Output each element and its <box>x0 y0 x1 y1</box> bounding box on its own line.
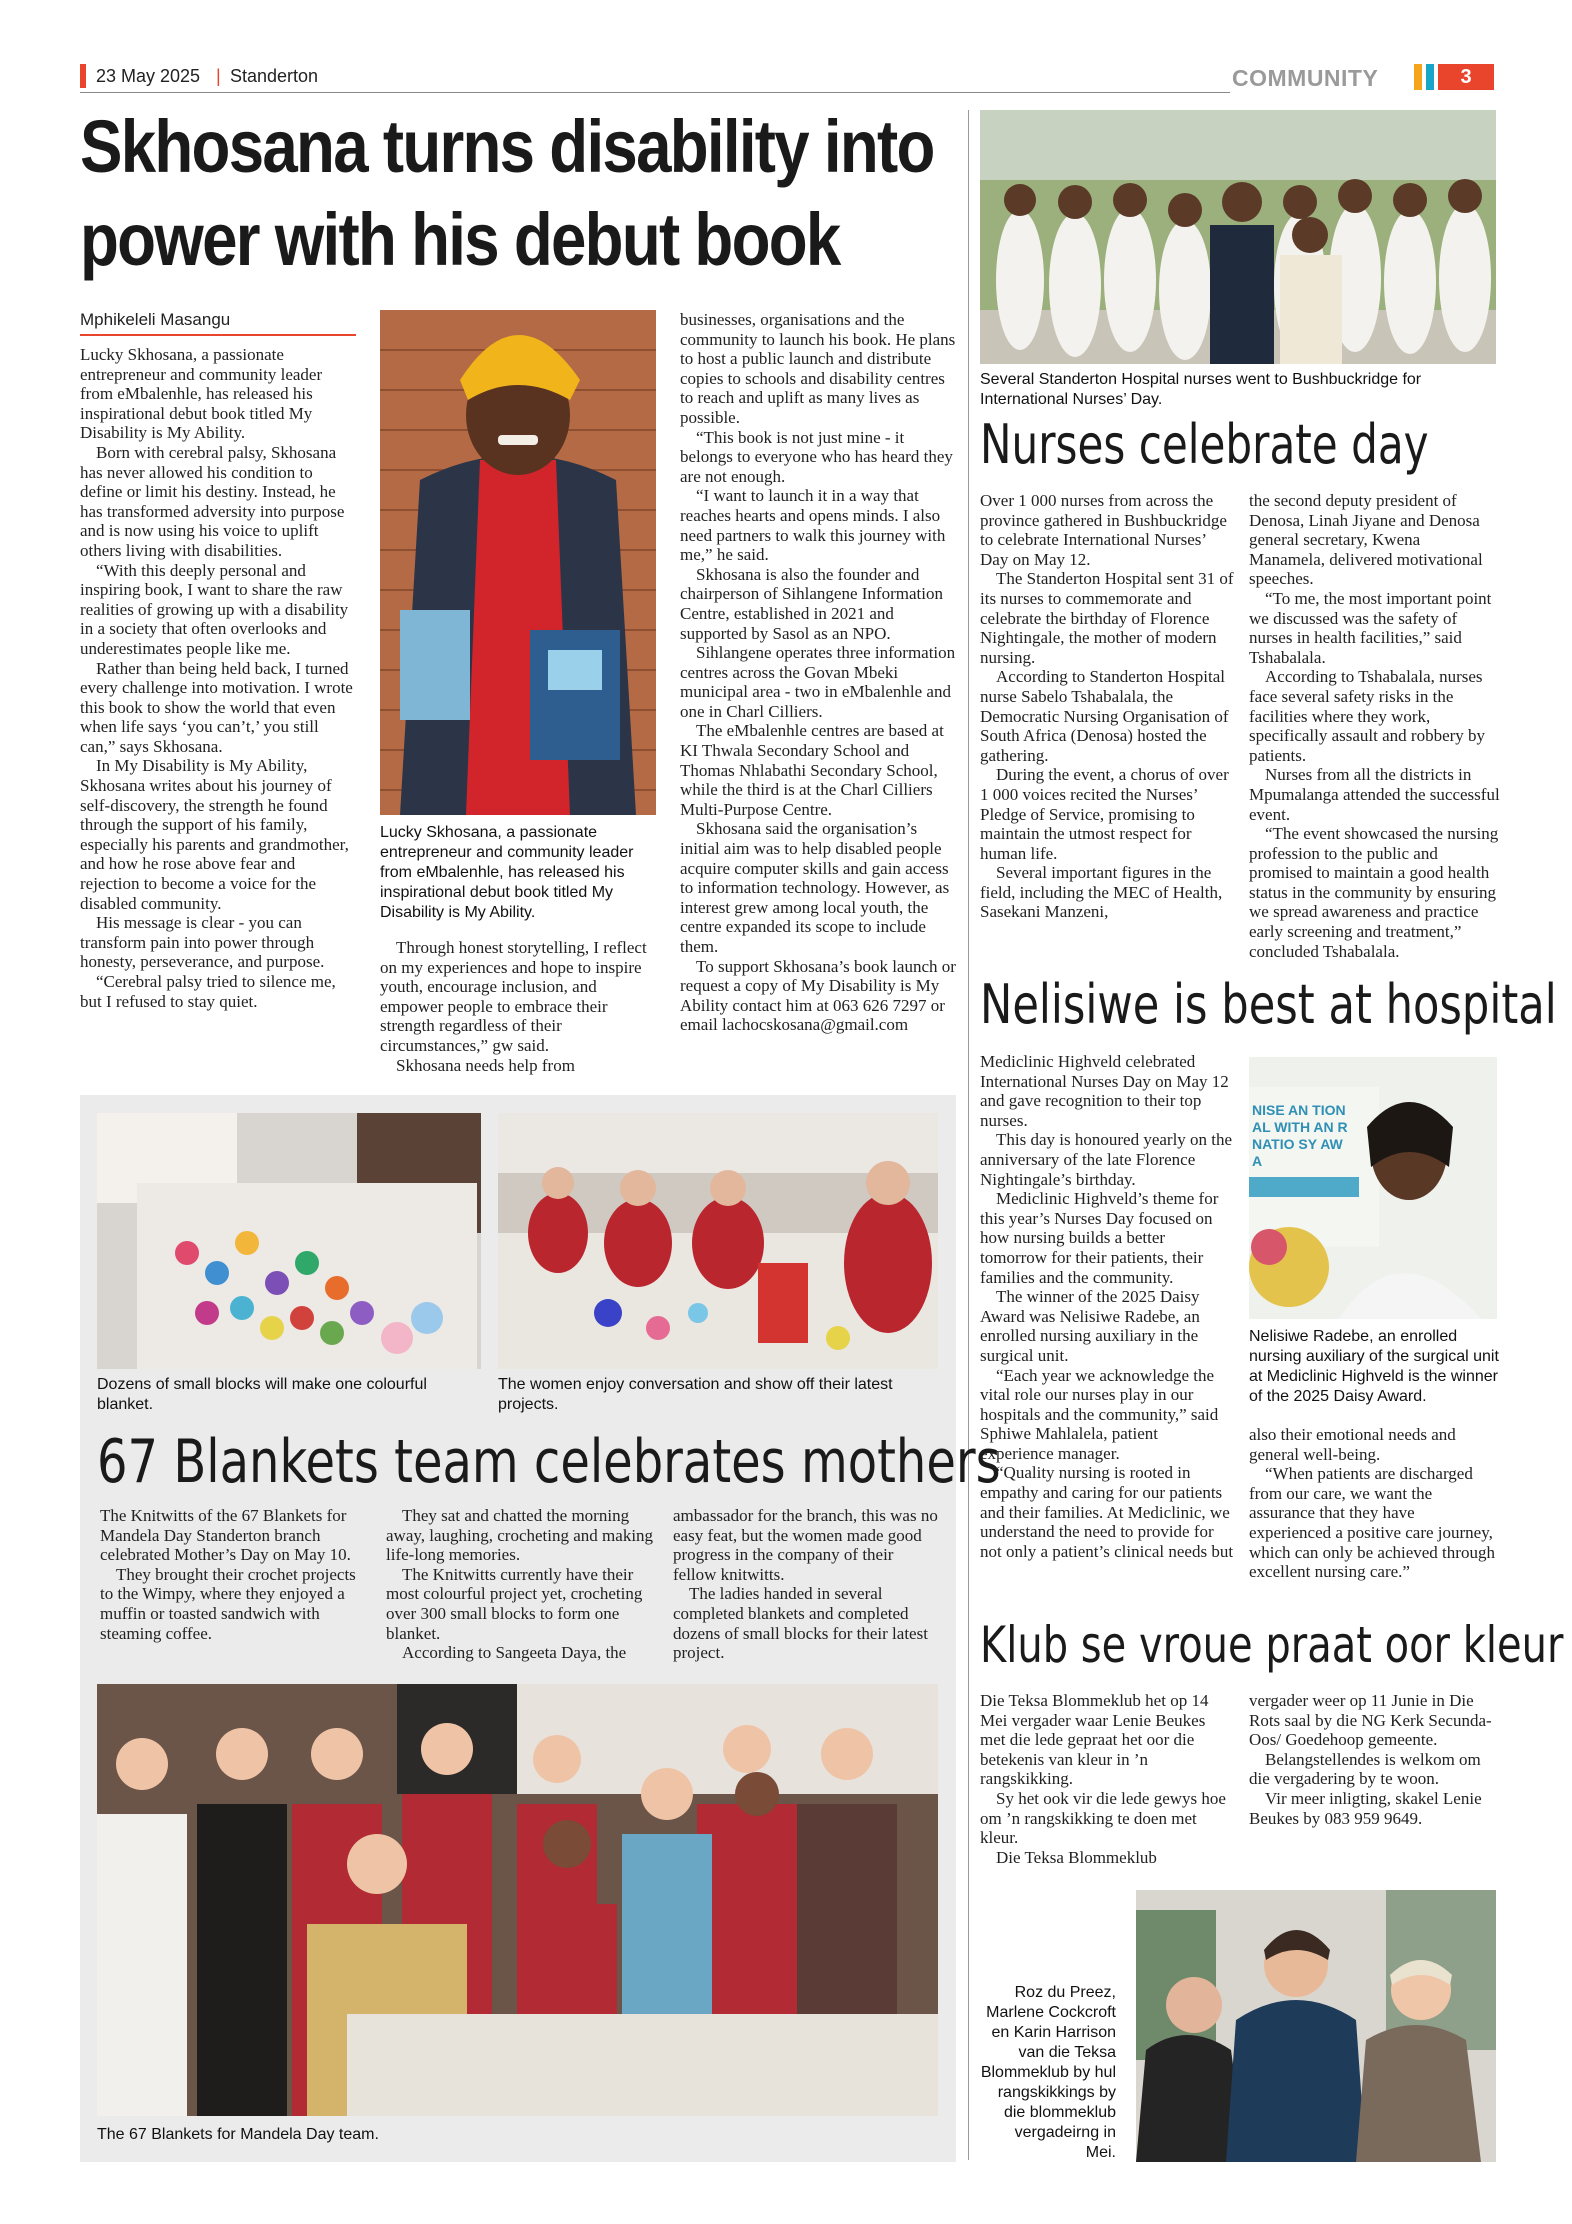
paragraph: This day is honoured yearly on the anniversary of the late Florence Nightingale’s birthday. <box>980 1130 1233 1189</box>
klub-column-1 <box>980 1691 1234 1867</box>
klub-photo-caption: Roz du Preez, Marlene Cockcroft en Karin Harrison van die Teksa Blommeklub by hul rangskikkings by die blommeklub vergadeirng in Mei. <box>980 1984 1116 2161</box>
paragraph: Skhosana said the organisation’s initial aim was to help disabled people acquire computer skills and gain access to information technology. However, as interest grew among local youth, the centre expanded its scope to include them. <box>680 819 950 956</box>
award-banner-text: NISE AN TIONAL WITH AN RNATIO SY AWA <box>1252 1102 1348 1169</box>
paragraph: “I want to launch it in a way that reaches hearts and opens minds. I also need partners to walk this journey with me,” he said. <box>680 486 946 565</box>
paragraph: Sy het ook vir die lede gewys hoe om ’n rangskikking te doen met kleur. <box>980 1788 1226 1848</box>
klub-headline: Klub se vroue praat oor kleur <box>980 1616 1564 1674</box>
paragraph: “Cerebral palsy tried to silence me, but I refused to stay quiet. <box>80 972 336 1011</box>
paragraph: Born with cerebral palsy, Skhosana has never allowed his condition to define or limit his destiny. Instead, he has transformed adversity into purpose and is now using his voice to uplift others living with disabilities. <box>80 442 345 560</box>
paragraph: Die Teksa Blommeklub <box>996 1847 1157 1867</box>
section-accent-orange <box>1414 64 1422 90</box>
paragraph: “With this deeply personal and inspiring book, I want to share the raw realities of growing up with a disability in a society that often overlooks and underestimates people like me. <box>80 560 349 658</box>
paragraph: In My Disability is My Ability, Skhosana writes about his journey of self-discovery, the strength he found through the support of his family, especially his parents and grandmother, and how he rose above fear and rejection to become a voice for the disabled community. <box>80 756 349 913</box>
paragraph: Nurses from all the districts in Mpumalanga attended the successful event. <box>1249 765 1500 824</box>
nelisiwe-photo-caption: Nelisiwe Radebe, an enrolled nursing auxiliary of the surgical unit at Mediclinic Highveld is the winner of the 2025 Daisy Award. <box>1249 1328 1499 1405</box>
page-number: 3 <box>1460 66 1472 88</box>
blankets-group-photo <box>97 1684 938 2116</box>
blankets-headline: 67 Blankets team celebrates mothers <box>97 1427 1001 1497</box>
blankets-photo-1-caption: Dozens of small blocks will make one colourful blanket. <box>97 1376 427 1413</box>
blankets-photo-2 <box>498 1113 938 1369</box>
paragraph: Skhosana is also the founder and chairperson of Sihlangene Information Centre, established in 2021 and supported by Sasol as an NPO. <box>680 564 943 643</box>
blankets-photo-1 <box>97 1113 481 1369</box>
klub-photo <box>1136 1890 1496 2162</box>
paragraph: Over 1 000 nurses from across the province gathered in Bushbuckridge to celebrate International Nurses’ Day on May 12. <box>980 491 1227 569</box>
nurses-column-1 <box>980 491 1234 922</box>
blankets-column-1 <box>100 1506 368 1643</box>
paragraph: The eMbalenhle centres are based at KI Thwala Secondary School and Thomas Nhlabathi Secondary School, while the third is at the Charl Cilliers Multi-Purpose Centre. <box>680 721 944 819</box>
paragraph: Die Teksa Blommeklub het op 14 Mei vergader waar Lenie Beukes met die lede gepraat het oor die betekenis van kleur in ’n rangskikking. <box>980 1691 1209 1789</box>
nelisiwe-headline: Nelisiwe is best at hospital <box>980 973 1557 1036</box>
paragraph: Rather than being held back, I turned every challenge into motivation. I wrote this book to show the world that even when life says ‘you can’t,’ you still can,” says Skhosana. <box>80 658 353 756</box>
section-accent-blue <box>1426 64 1434 90</box>
section-label: COMMUNITY <box>1232 65 1379 91</box>
paragraph: According to Standerton Hospital nurse Sabelo Tshabalala, the Democratic Nursing Organisation of South Africa (Denosa) hosted the gathering. <box>980 667 1229 765</box>
paragraph: To support Skhosana’s book launch or request a copy of My Disability is My Ability contact him at 063 626 7297 or email lachocskosana@gmail.com <box>680 956 956 1035</box>
paragraph: The Standerton Hospital sent 31 of its nurses to commemorate and celebrate the birthday of Florence Nightingale, the mother of modern nursing. <box>980 569 1234 667</box>
paragraph: businesses, organisations and the community to launch his book. He plans to host a public launch and distribute copies to schools and disability centres to reach and uplift as many lives as possible. <box>680 310 956 427</box>
issue-date: 23 May 2025 <box>96 66 201 86</box>
paragraph: “When patients are discharged from our care, we want the assurance that they have experienced a positive care journey, which can only be achieved through excellent nursing care.” <box>1249 1464 1495 1582</box>
header-accent-bar <box>80 64 86 88</box>
paragraph: Belangstellendes is welkom om die vergadering by te woon. <box>1249 1749 1481 1789</box>
nurses-photo <box>980 110 1496 364</box>
nelisiwe-photo <box>1249 1057 1497 1319</box>
blankets-column-2 <box>386 1506 654 1663</box>
paragraph: They brought their crochet projects to the Wimpy, where they enjoyed a muffin or toasted sandwich with steaming coffee. <box>100 1564 356 1643</box>
header-separator: | <box>216 66 221 86</box>
paragraph: also their emotional needs and general well-being. <box>1249 1425 1456 1464</box>
blankets-group-caption: The 67 Blankets for Mandela Day team. <box>97 2126 379 2143</box>
paragraph: Vir meer inligting, skakel Lenie Beukes by 083 959 9649. <box>1249 1788 1482 1828</box>
blankets-column-3 <box>673 1506 941 1663</box>
paragraph: Through honest storytelling, I reflect on my experiences and hope to inspire youth, encourage inclusion, and empower people to embrace their strength regardless of their circumstances,” gw said. <box>380 938 647 1055</box>
paragraph: During the event, a chorus of over 1 000 voices recited the Nurses’ Pledge of Service, promising to maintain the utmost respect for human life. <box>980 765 1229 863</box>
nurses-photo-caption: Several Standerton Hospital nurses went to Bushbuckridge for International Nurses’ Day. <box>980 371 1422 408</box>
paragraph: According to Tshabalala, nurses face several safety risks in the facilities where they work, specifically assault and robbery by patients. <box>1249 667 1486 765</box>
paragraph: Skhosana needs help from <box>396 1055 575 1075</box>
paragraph: “Quality nursing is rooted in empathy and caring for our patients and their families. At Mediclinic, we understand the need to provide for not only a patient’s clinical needs but <box>980 1463 1234 1561</box>
nurses-headline: Nurses celebrate day <box>980 413 1429 476</box>
paragraph: Lucky Skhosana, a passionate entrepreneur and community leader from eMbalenhle, has released his inspirational debut book titled My Disability is My Ability. <box>80 345 323 443</box>
nelisiwe-column-2 <box>1249 1425 1500 1582</box>
skhosana-photo-caption: Lucky Skhosana, a passionate entrepreneur and community leader from eMbalenhle, has released his inspirational debut book titled My Disability is My Ability. <box>380 824 634 921</box>
byline-rule <box>80 334 356 336</box>
paragraph: ambassador for the branch, this was no easy feat, but the women made good progress in the company of their fellow knitwitts. <box>673 1506 938 1584</box>
paragraph: According to Sangeeta Daya, the <box>402 1643 627 1663</box>
skhosana-headline-line1: Skhosana turns disability into <box>80 105 934 188</box>
skhosana-column-1 <box>80 345 356 1011</box>
nurses-column-2 <box>1249 491 1500 961</box>
paragraph: The winner of the 2025 Daisy Award was Nelisiwe Radebe, an enrolled nursing auxiliary in the surgical unit. <box>980 1287 1200 1365</box>
header-rule <box>80 92 1230 93</box>
paragraph: “To me, the most important point we discussed was the safety of nurses in health facilities,” said Tshabalala. <box>1249 588 1492 667</box>
paragraph: “The event showcased the nursing profession to the public and promised to maintain a good health status in the community by ensuring we spread awareness and practice early screening and treatment,” concluded Tshabalala. <box>1249 824 1499 961</box>
nelisiwe-column-1 <box>980 1052 1234 1561</box>
paragraph: vergader weer op 11 Junie in Die Rots saal by die NG Kerk Secunda-Oos/ Goedehoop gemeente. <box>1249 1691 1492 1750</box>
paragraph: Sihlangene operates three information centres across the Govan Mbeki municipal area - two in eMbalenhle and one in Charl Cilliers. <box>680 643 956 721</box>
paragraph: Several important figures in the field, including the MEC of Health, Sasekani Manzeni, <box>980 863 1223 922</box>
paragraph: The ladies handed in several completed blankets and completed dozens of small blocks for their latest project. <box>673 1584 928 1663</box>
paragraph: Mediclinic Highveld’s theme for this year’s Nurses Day focused on how nursing builds a better tomorrow for their patients, their families and the community. <box>980 1189 1219 1287</box>
blankets-photo-2-caption: The women enjoy conversation and show off their latest projects. <box>498 1376 893 1413</box>
paragraph: Mediclinic Highveld celebrated International Nurses Day on May 12 and gave recognition to their top nurses. <box>980 1052 1229 1130</box>
paragraph: The Knitwitts currently have their most colourful project yet, crocheting over 300 small blocks to form one blanket. <box>386 1564 643 1643</box>
paragraph: the second deputy president of Denosa, Linah Jiyane and Denosa general secretary, Kwena Manamela, delivered motivational speeches. <box>1249 491 1483 589</box>
skhosana-column-3 <box>680 310 956 1035</box>
paragraph: His message is clear - you can transform pain into power through honesty, perseverance, and purpose. <box>80 913 325 972</box>
byline: Mphikeleli Masangu <box>80 310 231 329</box>
paragraph: “This book is not just mine - it belongs to everyone who has heard they are not enough. <box>680 427 953 486</box>
klub-column-2 <box>1249 1691 1500 1828</box>
paragraph: “Each year we acknowledge the vital role our nurses play in our hospitals and the community,” said Sphiwe Mahlalela, patient experience manager. <box>980 1365 1219 1463</box>
skhosana-photo <box>380 310 656 815</box>
column-divider <box>968 110 969 2160</box>
town-name: Standerton <box>230 66 319 86</box>
paragraph: The Knitwitts of the 67 Blankets for Mandela Day Standerton branch celebrated Mother’s Day on May 10. <box>100 1506 351 1565</box>
skhosana-column-2 <box>380 938 656 1075</box>
paragraph: They sat and chatted the morning away, laughing, crocheting and making life-long memories. <box>386 1506 654 1565</box>
skhosana-headline-line2: power with his debut book <box>80 198 840 281</box>
